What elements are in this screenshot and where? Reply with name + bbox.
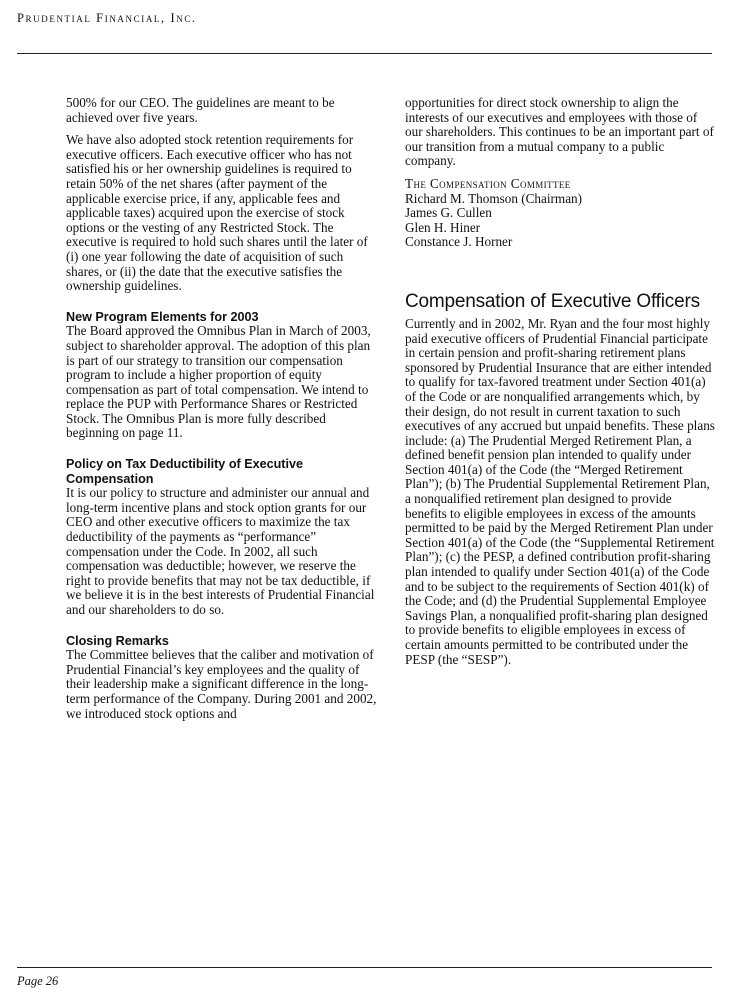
paragraph-stock-retention: We have also adopted stock retention requirements for executive officers. Each executive officer who has not satisfied his or her ownership guidelines is required to retain 50% of the net shares (after payment of the applicable exercise price, if any, applicable fees and applicable taxes) acquired upon the exercise of stock options or the vesting of any Restricted Stock. The executive is required to hold such shares until the later of (i) one year following the date of acquisition of such shares, or (ii) the date that the executive satisfies the ownership guidelines. [66,132,368,294]
paragraph-new-program-elements: The Board approved the Omnibus Plan in March of 2003, subject to shareholder approval. The adoption of this plan is part of our strategy to transition our compensation program to include a higher proportion of equity compensation as part of total compensation. We intend to replace the PUP with Performance Shares or Restricted Stock. The Omnibus Plan is more fully described beginning on page 11. [66,323,371,441]
committee-member: Constance J. Horner [405,234,513,250]
heading-closing-remarks: Closing Remarks [66,633,169,648]
heading-new-program-elements: New Program Elements for 2003 [66,309,259,324]
left-column [66,96,378,729]
page-header: Prudential Financial, Inc. [17,11,197,25]
heading-tax-deductibility: Policy on Tax Deductibility of Executive Compensation [66,457,304,486]
committee-title: The Compensation Committee [405,175,571,191]
footer-rule [17,967,712,968]
right-column [405,96,715,675]
page-number: Page 26 [17,974,59,988]
paragraph-tax-deductibility: It is our policy to structure and administer our annual and long-term incentive plans and stock option grants for our CEO and other executive officers to maximize the tax deductibility of the payments as “performance” compensation under the Code. In 2002, all such compensation was deductible; however, we reserve the right to provide benefits that may not be tax deductible, if we believe it is in the best interests of Prudential Financial and our shareholders to do so. [66,485,375,617]
paragraph-closing-remarks: The Committee believes that the caliber and motivation of Prudential Financial’s key employees and the quality of their leadership make a significant difference in the long-term performance of the Company. During 2001 and 2002, we introduced stock options and [66,647,377,721]
paragraph-executive-compensation: Currently and in 2002, Mr. Ryan and the four most highly paid executive officers of Prudential Financial participate in certain pension and profit-sharing retirement plans sponsored by Prudential Insurance that are either intended to qualify for tax-favored treatment under Section 401(a) of the Code or are nonqualified arrangements which, by their design, do not result in current taxation to such executives of any accrued but unpaid benefits. These plans include: (a) The Prudential Merged Retirement Plan, a defined benefit pension plan intended to qualify under Section 401(a) of the Code (the “Merged Retirement Plan”); (b) The Prudential Supplemental Retirement Plan, a nonqualified retirement plan designed to provide benefits to eligible employees in excess of the amounts permitted to be paid by the Merged Retirement Plan under Section 401(a) of the Code (the “Supplemental Retirement Plan”); (c) the PESP, a defined contribution profit-sharing plan intended to qualify under Section 401(a) of the Code and to be subject to the requirements of Section 401(k) of the Code; and (d) the Prudential Supplemental Employee Savings Plan, a nonqualified profit-sharing plan designed to provide benefits to eligible employees in excess of certain amounts permitted to be contributed under the PESP (the “SESP”). [405,315,715,667]
header-rule [17,53,712,54]
committee-member: Glen H. Hiner [405,219,481,235]
paragraph-ownership-guidelines: 500% for our CEO. The guidelines are meant to be achieved over five years. [66,95,335,125]
section-title-executive-compensation: Compensation of Executive Officers [405,290,700,312]
committee-member: Richard M. Thomson (Chairman) [405,190,583,206]
paragraph-continuation: opportunities for direct stock ownership to align the interests of our executives and employees with those of our shareholders. This continues to be an important part of our transition from a mutual company to a public company. [405,95,714,169]
committee-members [405,192,715,250]
committee-member: James G. Cullen [405,205,492,221]
